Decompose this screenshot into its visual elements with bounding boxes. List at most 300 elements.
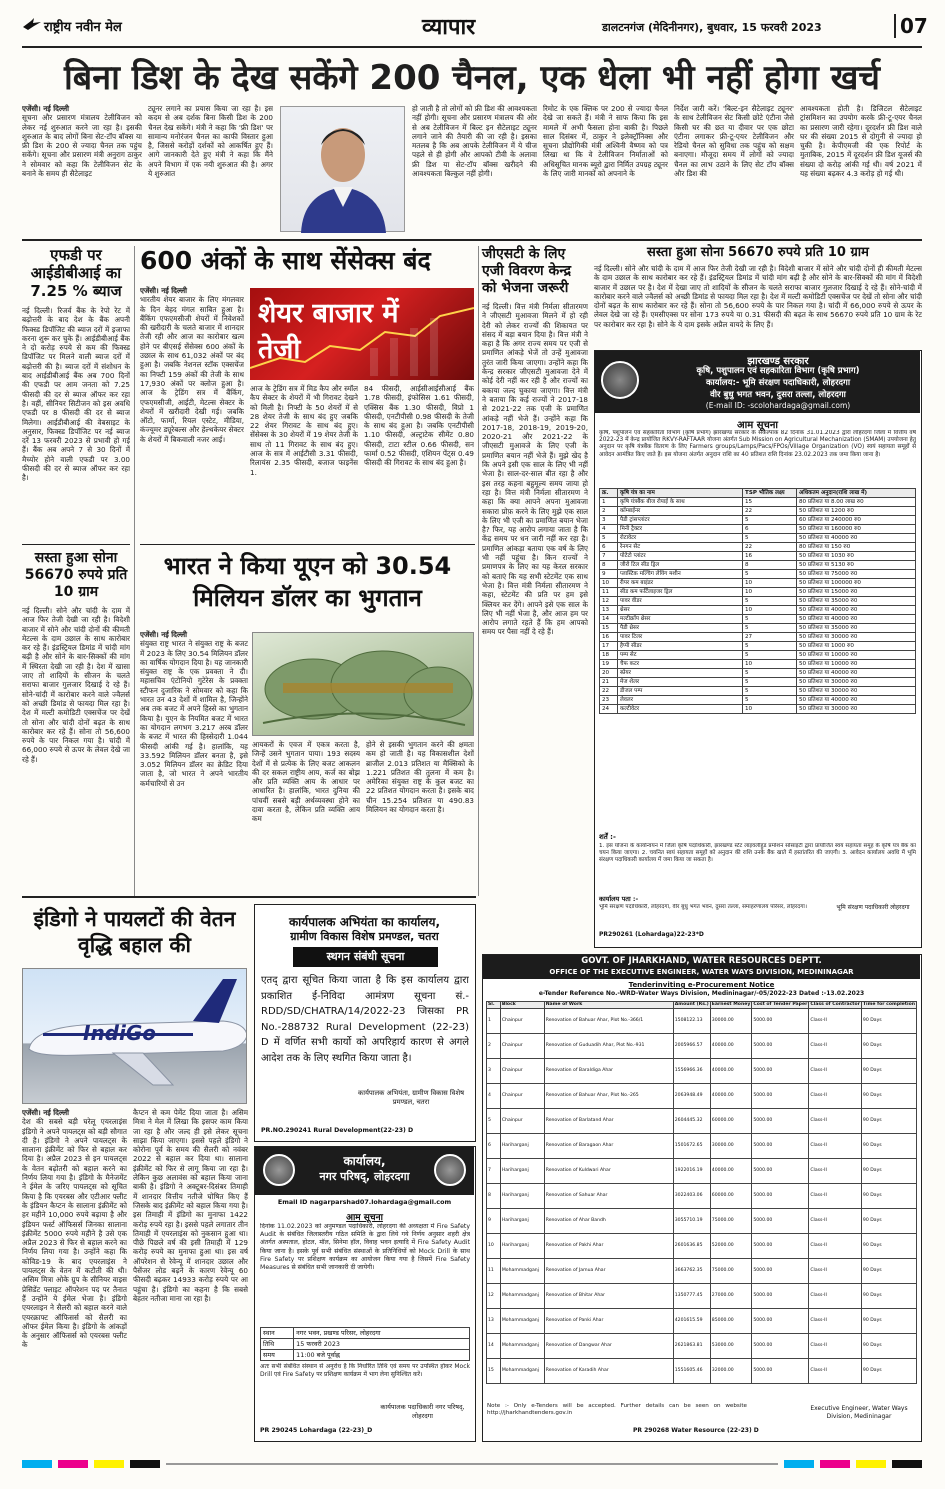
lohardaga-schedule-cell: स्थान bbox=[261, 1328, 294, 1339]
agri-table-cell: 2 bbox=[600, 507, 618, 516]
center-column-divider bbox=[478, 246, 479, 896]
agri-table-row bbox=[600, 615, 916, 624]
agri-table-cell: 9 bbox=[600, 570, 618, 579]
agri-table-cell: 18 bbox=[600, 651, 618, 660]
agri-table-cell: 23 bbox=[600, 696, 618, 705]
chatra-notice-ad bbox=[254, 904, 476, 1142]
agri-table-cell: 5 bbox=[743, 597, 797, 606]
water-table-cell: 90 Days bbox=[861, 1284, 916, 1309]
agri-table-cell: 1 bbox=[600, 498, 618, 507]
indigo-livery-text: IndiGo bbox=[83, 1021, 157, 1045]
sensex-banner-text: शेयर बाजार में तेजी bbox=[258, 298, 399, 365]
agri-table-row bbox=[600, 633, 916, 642]
agri-table-cell: 10 bbox=[743, 588, 797, 597]
agri-table-cell: पैडी ट्रांसप्लांटर bbox=[618, 516, 743, 525]
agri-table-row bbox=[600, 669, 916, 678]
agri-table-cell: 5 bbox=[600, 534, 618, 543]
agri-table-cell: कल्टीवेटर bbox=[618, 705, 743, 714]
lead-text-4: रिमोट के एक क्लिक पर 200 से ज्यादा चैनल देखे जा सकते हैं। मंत्री ने साफ किया कि इस मामले में अभी फैसला होना बाकी है। पिछले साल दिसंबर में, ठाकुर ने इलेक्ट्रॉनिक्स और सूचना प्रौद्योगिकी मंत्री अश्विनी वैष्णव को पत्र लिखा था कि वे टेलीविजन निर्माताओं को अधिसूचित मानक ब्यूरो द्वारा निर्मित उपग्रह ट्यूनर के लिए जारी मानकों को अपनाने के bbox=[543, 104, 668, 179]
agri-table-cell: 50 प्रतिशत या 1000 रु0 bbox=[797, 642, 916, 651]
lohardaga-email: Email ID nagarparshad07.lohardaga@gmail.com bbox=[277, 1198, 452, 1206]
water-table-cell: 90 Days bbox=[861, 1334, 916, 1359]
agri-table-cell: 12 bbox=[600, 597, 618, 606]
agri-table-cell: पावर टिलर bbox=[618, 633, 743, 642]
lead-text-2: ट्यूनर लगाने का प्रयास किया जा रहा है। इस कदम से अब दर्शक बिना किसी डिश के 200 चैनल देख सकेंगे। मंत्री ने कहा कि 'फ्री डिश' पर सामान्य मनोरंजन चैनल का काफी विस्तार हुआ है, जिससे करोड़ों दर्शकों को आकर्षित हुए हैं। आगे जानकारी देते हुए मंत्री ने कहा कि मैंने अपने विभाग में एक नयी शुरुआत की है। अगर ये शुरुआत bbox=[148, 104, 273, 179]
water-table-cell: 32000.00 bbox=[710, 1359, 752, 1384]
agri-table-cell: पावर वीडर bbox=[618, 597, 743, 606]
agri-table-cell: 50 प्रतिशत या 10000 रु0 bbox=[797, 660, 916, 669]
water-table-cell: Renovation of Baraldiga Ahar bbox=[544, 1059, 673, 1084]
water-table-cell: 60000.00 bbox=[710, 1184, 752, 1209]
indigo-dateline: एजेंसी। नई दिल्ली bbox=[22, 1108, 69, 1117]
agri-table-row bbox=[600, 534, 916, 543]
agri-notice-title: आम सूचना bbox=[737, 420, 778, 431]
water-table-cell: 5000.00 bbox=[752, 1109, 809, 1134]
agri-table-cell: 50 प्रतिशत या 30000 रु0 bbox=[797, 705, 916, 714]
water-table-row bbox=[487, 1284, 917, 1309]
agri-table-cell: 50 प्रतिशत या 160000 रु0 bbox=[797, 525, 916, 534]
water-table-cell: 6 bbox=[487, 1134, 501, 1159]
agri-table-cell: 8 bbox=[600, 561, 618, 570]
water-table-row bbox=[487, 1084, 917, 1109]
water-table-cell: 11 bbox=[487, 1259, 501, 1284]
fd-rule bbox=[22, 544, 130, 545]
lead-column-1 bbox=[22, 104, 142, 238]
agri-table-cell: 5 bbox=[743, 696, 797, 705]
water-table-cell: 90 Days bbox=[861, 1359, 916, 1384]
agri-office-label: कार्यालय पता :- bbox=[599, 895, 639, 903]
agri-table-cell: 10 bbox=[743, 606, 797, 615]
water-table-cell: Mohammadganj bbox=[500, 1359, 544, 1384]
agri-email: (E-mail ID: -scolohardaga@gmail.com) bbox=[705, 401, 851, 410]
water-table-cell: 30000.00 bbox=[710, 1009, 752, 1034]
sensex-column-1 bbox=[140, 286, 244, 536]
bird-logo-icon bbox=[22, 16, 42, 30]
water-table-cell: Renovation of Bhitar Ahar bbox=[544, 1284, 673, 1309]
agri-th-subsidy: अधिकतम अनुदान(राशि लाख में) bbox=[797, 489, 916, 498]
agri-table-cell: 50 प्रतिशत या 30000 रु0 bbox=[797, 633, 916, 642]
water-table-cell: 3663762.35 bbox=[673, 1259, 710, 1284]
agri-table-cell: 13 bbox=[600, 606, 618, 615]
water-table-cell: Hariharganj bbox=[500, 1209, 544, 1234]
agri-header-band bbox=[595, 351, 920, 413]
water-tender-ad bbox=[482, 954, 922, 1442]
water-table-cell: 5000.00 bbox=[752, 1209, 809, 1234]
agri-table-cell: पैडी थ्रेसर bbox=[618, 624, 743, 633]
water-table-cell: 1556966.36 bbox=[673, 1059, 710, 1084]
water-table-cell: 2005966.57 bbox=[673, 1034, 710, 1059]
water-table-cell: Class-II bbox=[809, 1009, 862, 1034]
water-table-cell: Renovation of Guduadih Ahar, Plot No.-931 bbox=[544, 1034, 673, 1059]
agri-table-cell: 5 bbox=[743, 669, 797, 678]
water-table-wrap bbox=[486, 1001, 917, 1384]
agri-th-name: कृषि यंत्र का नाम bbox=[618, 489, 743, 498]
agri-govt-title: झारखण्ड सरकार bbox=[747, 356, 809, 367]
lohardaga-schedule-cell: 15 फरवरी 2023 bbox=[294, 1339, 470, 1350]
sensex-text-1: भारतीय शेयर बाजार के लिए मंगलवार के दिन बेहद मंगल साबित हुआ है। बैंकिंग एफएमसीजी शेयरों में निवेशकों की खरीदारी के चलते बाजार में शानदार तेजी रही और आज का कारोबार खत्म होने पर बीएसई सेंसेक्स 600 अंकों के उछाल के साथ 61,032 अंकों पर बंद हुआ है। जबकि नेशनल स्टॉक एक्सचेंज का निफ्टी 159 अंकों की तेजी के साथ 17,930 अंकों पर क्लोज हुआ है। आज के ट्रेडिंग सत्र में बैंकिंग, एफएमसीजी, आईटी, मेटल्स सेक्टर के शेयरों में खरीदारी देखी गई। जबकि ऑटो, फार्मा, रियल एस्टेट, मीडिया, कंज्यूमर ड्यूरेबल्स और हेल्थकेयर सेक्टर के शेयरों में बिकवाली नजर आई। bbox=[140, 295, 244, 444]
lohardaga-schedule-cell: समय bbox=[261, 1350, 294, 1361]
water-table-row bbox=[487, 1109, 917, 1134]
water-table-cell: 3055710.19 bbox=[673, 1209, 710, 1234]
agri-table-cell: 16 bbox=[743, 552, 797, 561]
agri-table-cell: 50 प्रतिशत या 40000 रु0 bbox=[797, 534, 916, 543]
water-table-cell: 5000.00 bbox=[752, 1284, 809, 1309]
agri-table-cell: 21 bbox=[600, 678, 618, 687]
agri-table-cell: मिनी ट्रैक्टर bbox=[618, 525, 743, 534]
water-table-cell: 40000.00 bbox=[710, 1059, 752, 1084]
agri-table-cell: 50 प्रतिशत या 1030 रु0 bbox=[797, 552, 916, 561]
water-table-cell: 52000.00 bbox=[710, 1234, 752, 1259]
agri-table-cell: 50 प्रतिशत या 35000 रु0 bbox=[797, 624, 916, 633]
agri-table-cell: 5 bbox=[743, 516, 797, 525]
water-th-emd: Earnest Money bbox=[711, 1002, 751, 1007]
lohardaga-left-emblem-icon bbox=[263, 1154, 295, 1186]
agri-table-cell: जीरो टिल सीड ड्रिल bbox=[618, 561, 743, 570]
agri-table-cell: 5 bbox=[743, 651, 797, 660]
agri-table-cell: कॉम्बाईनर bbox=[618, 507, 743, 516]
water-table-cell: 1350777.45 bbox=[673, 1284, 710, 1309]
agri-table-row bbox=[600, 705, 916, 714]
water-table-cell: 5000.00 bbox=[752, 1009, 809, 1034]
agri-table-wrap bbox=[599, 488, 916, 714]
water-table-cell: 90 Days bbox=[861, 1234, 916, 1259]
agri-table-cell: 8 bbox=[743, 561, 797, 570]
water-table-cell: Class-II bbox=[809, 1259, 862, 1284]
water-table-cell: 5 bbox=[487, 1109, 501, 1134]
agri-table-cell: 10 bbox=[743, 660, 797, 669]
water-table-cell: 5000.00 bbox=[752, 1359, 809, 1384]
agri-table-cell: 50 प्रतिशत या 30000 रु0 bbox=[797, 687, 916, 696]
lohardaga-schedule-cell: 11:00 बजे पूर्वाह्न bbox=[294, 1350, 470, 1361]
agri-pr-code: PR290261 (Lohardaga)22-23*D bbox=[599, 931, 704, 938]
water-table-cell: 90 Days bbox=[861, 1259, 916, 1284]
water-table-cell: Renovation of Sahuar Ahar bbox=[544, 1184, 673, 1209]
water-table-cell: 90 Days bbox=[861, 1109, 916, 1134]
lead-dateline: एजेंसी। नई दिल्ली bbox=[22, 104, 69, 113]
water-table-cell: Class-II bbox=[809, 1334, 862, 1359]
water-table-cell: Renovation of Jamua Ahar bbox=[544, 1259, 673, 1284]
water-table-cell: 8 bbox=[487, 1184, 501, 1209]
water-table-cell: Mohammadganj bbox=[500, 1309, 544, 1334]
un-column-1 bbox=[140, 630, 248, 892]
agri-office-address: भूमि संरक्षण पदाधिकारी, लोहरदगा, वीर बुधु भगत भवन, दुसरा तल्ला, समाहरणालय परिसर, लोहरदगा। bbox=[599, 904, 807, 910]
water-table-cell: 27000.00 bbox=[710, 1284, 752, 1309]
agri-table-cell: 15 bbox=[600, 624, 618, 633]
water-table-cell: 40000.00 bbox=[710, 1084, 752, 1109]
water-table-cell: Class-II bbox=[809, 1359, 862, 1384]
water-table bbox=[486, 1001, 917, 1384]
water-table-cell: 85000.00 bbox=[710, 1309, 752, 1334]
agri-table-cell: 50 प्रतिशत या 100000 रु0 bbox=[797, 579, 916, 588]
agri-table-cell: 50 प्रतिशत या 30000 रु0 bbox=[797, 678, 916, 687]
lohardaga-schedule-cell: तिथि bbox=[261, 1339, 294, 1350]
jharkhand-emblem-icon bbox=[601, 361, 639, 399]
water-table-cell: Mohammadganj bbox=[500, 1334, 544, 1359]
agri-table-cell: 50 प्रतिशत या 40000 रु0 bbox=[797, 669, 916, 678]
water-table-cell: Hariharganj bbox=[500, 1159, 544, 1184]
water-table-cell: Class-II bbox=[809, 1284, 862, 1309]
agri-table-cell: 10 bbox=[743, 579, 797, 588]
agri-office: कार्यालय:- भूमि संरक्षण पदाधिकारी, लोहरदगा bbox=[705, 378, 851, 388]
agri-table-cell: 60 प्रतिशत या 240000 रु0 bbox=[797, 516, 916, 525]
sensex-text-3: 84 फीसदी, आईसीआईसीआई बैंक 1.78 फीसदी, इंफोसिस 1.61 फीसदी, एक्सिस बैंक 1.30 फीसदी, विप्रो 1 फीसदी, एनटीपीसी 0.98 फीसदी के तेजी के साथ बंद हुआ है। जबकि एनटीपीसी 1.10 फीसदी, अल्ट्राटेक सीमेंट 0.80 फीसदी, टाटा स्टील 0.66 फीसदी, सन फार्मा 0.52 फीसदी, एशियन पेंट्स 0.49 फीसदी की गिरावट के साथ बंद हुआ है। bbox=[364, 384, 474, 468]
water-table-cell: Class-II bbox=[809, 1309, 862, 1334]
water-table-cell: Renovation of Bahuar Ahar, Plot No.-366/1 bbox=[544, 1009, 673, 1034]
agri-table-cell: पोटेटो प्लांटर bbox=[618, 552, 743, 561]
water-govt-title: GOVT. OF JHARKHAND, WATER RESOURCES DEPTT. bbox=[581, 956, 822, 966]
water-table-cell: Class-II bbox=[809, 1034, 862, 1059]
agri-table-row bbox=[600, 678, 916, 687]
agri-table-cell: 50 प्रतिशत या 75000 रु0 bbox=[797, 570, 916, 579]
water-table-cell: 1501672.65 bbox=[673, 1134, 710, 1159]
water-table-cell: 2063948.49 bbox=[673, 1084, 710, 1109]
water-table-cell: 1 bbox=[487, 1009, 501, 1034]
water-table-cell: 1551605.46 bbox=[673, 1359, 710, 1384]
agri-table-cell: 50 प्रतिशत या 40000 रु0 bbox=[797, 696, 916, 705]
lohardaga-pr-code: PR 290245 Lohardaga (22-23)_D bbox=[260, 1427, 373, 1434]
agri-table-cell: 5 bbox=[743, 642, 797, 651]
water-table-cell: 13 bbox=[487, 1309, 501, 1334]
water-notice-title: Tenderinviting e-Procurement Notice bbox=[628, 981, 775, 989]
water-table-cell: Class-II bbox=[809, 1134, 862, 1159]
water-table-cell: Renovation of Barlatand Ahar bbox=[544, 1109, 673, 1134]
agri-table-cell: पम्प सेट bbox=[618, 651, 743, 660]
agri-table-row bbox=[600, 507, 916, 516]
water-header-band bbox=[483, 955, 920, 979]
water-table-cell: Renovation of Panki Ahar bbox=[544, 1309, 673, 1334]
water-table-cell: Renovation of Karadih Ahar bbox=[544, 1359, 673, 1384]
water-table-row bbox=[487, 1359, 917, 1384]
agri-signature: भूमि संरक्षण पदाधिकारी लोहरदगा bbox=[836, 904, 910, 911]
water-table-row bbox=[487, 1184, 917, 1209]
middle-section-rule bbox=[22, 896, 476, 898]
agri-table-row bbox=[600, 570, 916, 579]
agri-table-row bbox=[600, 642, 916, 651]
water-office: OFFICE OF THE EXECUTIVE ENGINEER, WATER WAYS DIVISION, MEDININAGAR bbox=[549, 968, 854, 976]
water-th-work: Name of Work bbox=[544, 1002, 673, 1009]
chatra-notice-body: एतद् द्वारा सूचित किया जाता है कि इस कार्यालय द्वारा प्रकाशित ई-निविदा आमंत्रण सूचना सं.-RDD/SD/CHATRA/14/2022-23 जिसका PR No.-288732 Rural Development (22-23) D में वर्णित सभी कार्यो को अपरिहार्य कारण से अगले आदेश तक के लिए स्थगित किया जाता है। bbox=[261, 975, 469, 1064]
agri-table-cell: हैप्पी सीडर bbox=[618, 642, 743, 651]
indigo-headline: इंडिगो ने पायलटों की वेतन वृद्धि बहाल की bbox=[33, 907, 236, 957]
section-title: व्यापार bbox=[422, 15, 476, 40]
agri-table-cell: सीड कम फर्टिलाइजर ड्रिल bbox=[618, 588, 743, 597]
water-table-row bbox=[487, 1009, 917, 1034]
un-text-3: होने से इसकी भुगतान करने की क्षमता कम हो जाती है। यह विकासशील देशों ब्राजील 2.013 प्रतिशत या मैक्सिको के 1.221 प्रतिशत की तुलना में कम है। अमेरिका संयुक्त राष्ट्र के कुल बजट का 22 प्रतिशत योगदान करता है। इसके बाद चीन 15.254 प्रतिशत या 490.83 मिलियन का योगदान करता है। bbox=[366, 740, 474, 815]
indigo-column-1 bbox=[22, 1108, 127, 1442]
water-table-cell: 90 Days bbox=[861, 1034, 916, 1059]
minister-photo bbox=[280, 106, 405, 232]
agri-table-cell: 50 प्रतिशत या 1200 रु0 bbox=[797, 507, 916, 516]
water-table-cell: 90 Days bbox=[861, 1059, 916, 1084]
lohardaga-schedule-row bbox=[261, 1339, 470, 1350]
lohardaga-notice-ad bbox=[254, 1146, 476, 1442]
lohardaga-schedule-row bbox=[261, 1328, 470, 1339]
sensex-text-2: आज के ट्रेडिंग सत्र में मिड कैप और स्मॉल कैप सेक्टर के शेयरों में भी गिरावट देखने को मिली है। निफ्टी के 50 शेयरों में से 28 शेयर तेजी के साथ बंद हुए जबकि 22 शेयर गिरावट के साथ बंद हुए। सेंसेक्स के 30 शेयरों में 19 शेयर तेजी के साथ तो 11 गिरावट के साथ बंद हुए। आज के सत्र में आईटीसी 3.31 फीसदी, रिलायंस 2.35 फीसदी, बजाज फाइनेंस 1. bbox=[250, 384, 358, 477]
water-table-cell: 90 Days bbox=[861, 1209, 916, 1234]
water-table-cell: Class-II bbox=[809, 1109, 862, 1134]
gold-right-text: नई दिल्ली। सोने और चांदी के दाम में आज फिर तेजी देखी जा रही है। विदेशी बाजार में सोने और चांदी दोनों ही कीमती मेटल्स के दाम उछाल के साथ कारोबार कर रहे हैं। इंडस्ट्रियल डिमांड में चांदी मांग बढ़ी है और सोने के बार-सिक्कों की मांग में विदेशी बाजार में उछाल पर है। देश में देखा जाए तो शादियों के सीजन के चलते सराफा बाजार गुलजार दिखाई दे रहे हैं। सोने-चांदी में कारोबार करने वाले ज्वैलर्स को अच्छी डिमांड से फायदा मिल रहा है। देश में मल्टी कमोडिटी एक्सचेंज पर देखें तो सोना और चांदी दोनों बढ़त के साथ कारोबार कर रहे हैं। सोना तो 56,600 रुपये के पार निकल गया है। चांदी में 66,000 रुपये से ऊपर के लेवल देखे जा रहे हैं। एमसीएक्स पर सोना 173 रुपये या 0.31 फीसदी की बढ़त के साथ 56670 रुपये प्रति 10 ग्राम के रेट पर कारोबार कर रहा है। सोने के ये दाम इसके अप्रैल वायदे के लिए हैं। bbox=[594, 264, 922, 329]
water-table-cell: Class-II bbox=[809, 1209, 862, 1234]
gold-left-headline: सस्ता हुआ सोना 56670 रुपये प्रति 10 ग्राम bbox=[24, 550, 128, 600]
gold-right-headline: सस्ता हुआ सोना 56670 रुपये प्रति 10 ग्राम bbox=[647, 245, 869, 260]
water-th-time: Time for completion bbox=[862, 1002, 915, 1007]
agri-table bbox=[599, 488, 916, 714]
water-th-amount: Amount (Rs.) bbox=[674, 1002, 709, 1007]
agri-table-cell: चैफ कटर bbox=[618, 660, 743, 669]
agri-table-row bbox=[600, 498, 916, 507]
agri-table-row bbox=[600, 579, 916, 588]
agri-table-cell: डीजल पम्प bbox=[618, 687, 743, 696]
page-number: 07 bbox=[894, 14, 928, 38]
agri-table-cell: 50 प्रतिशत या 5130 रु0 bbox=[797, 561, 916, 570]
water-table-cell: Chainpur bbox=[500, 1009, 544, 1034]
lohardaga-notice-title: आम सूचना bbox=[346, 1213, 383, 1223]
agri-table-cell: 22 bbox=[743, 543, 797, 552]
agri-table-cell: 11 bbox=[600, 588, 618, 597]
water-table-cell: 12 bbox=[487, 1284, 501, 1309]
un-text-1: संयुक्त राष्ट्र भारत ने संयुक्त राष्ट्र के बजट में 2023 के लिए 30.54 मिलियन डॉलर का वार्षिक योगदान दिया है। यह जानकारी संयुक्त राष्ट्र के एक प्रवक्ता ने दी। महासचिव एंटोनियो गुटेरेस के प्रवक्ता स्टीफन दुजारिक ने सोमवार को कहा कि भारत उन 43 देशों में शामिल है, जिन्होंने अब तक बजट में अपने हिस्से का भुगतान किया है। यूएन के नियमित बजट में भारत का योगदान लगभग 3.217 अरब डॉलर के बजट में भारत की हिस्सेदारी 1.044 फीसदी आंकी गई है। हालांकि, यह 33.592 मिलियन डॉलर बनता है, इसे 3.052 मिलियन डॉलर का क्रेडिट दिया जाता है, जो भारत ने अपने भारतीय कर्मचारियों से उन bbox=[140, 639, 248, 788]
agri-table-cell: लेवलर bbox=[618, 696, 743, 705]
agri-table-cell: 7 bbox=[600, 552, 618, 561]
water-table-row bbox=[487, 1259, 917, 1284]
water-table-cell: 5000.00 bbox=[752, 1184, 809, 1209]
agri-table-cell: 5 bbox=[743, 678, 797, 687]
agri-conditions: 1. इस योजना के कार्यान्वयन में जिला कृषि पदाधिकारी, झारखण्ड स्टेट लाइवलीहुड प्रमोशन सोसाइटी द्वारा प्रायोजित स्वयं सहायता समूह के कृषि यंत्र बैंक का चयन किया जाएगा। 2. चयनित स्वयं सहायता समूहों को अनुदान की राशि उनके बैंक खाते में हस्तांतरित की जाएगी। 3. आवेदन कार्यालय अवधि में भूमि संरक्षण पदाधिकारी कार्यालय में जमा किया जा सकता है। bbox=[599, 843, 916, 863]
agri-table-row bbox=[600, 696, 916, 705]
water-table-cell: 90 Days bbox=[861, 1159, 916, 1184]
indigo-text-2: कैप्टन से कम पेमेंट दिया जाता है। असिम मित्रा ने मेल में लिखा कि इसपर काम किया जा रहा है और जल्द ही इसे लेकर सूचना साझा किया जाएगा। इससे पहले इंडिगो ने कोरोना पूर्व के समय की सैलरी को नवंबर 2022 से बहाल कर दिया था। सालाना इंक्रीमेंट को फिर से लागू किया जा रहा है। लेकिन कुछ अलावंस को बहाल किया जाना बाकी है। इंडिगो ने अक्टूबर-दिसंबर तिमाही में शानदार वित्तीय नतीजे घोषित किए हैं जिसके बाद इंक्रीमेंट को बहाल किया गया है। इस तिमाही में इंडिगो का मुनाफा 1422 करोड़ रुपये रहा है। इससे पहले लगातार तीन तिमाही में एयरलाइंस को नुकसान हुआ था। पीछे पिछले वर्ष की इसी तिमाही में 129 करोड़ रुपये का मुनाफा हुआ था। इस वर्ष ऑपरेशन से रेवेन्यू में शानदार उछाल और पैसेंजर लोड बढ़ने के कारण रेवेन्यू 60 फीसदी बढ़कर 14933 करोड़ रुपये पर आ पहुंचा है। इंडिगो का कहना है कि सबसे बेहतर नतीजा माना जा रहा है। bbox=[133, 1108, 248, 1303]
lohardaga-signature: कार्यपालक पदाधिकारी नगर परिषद्, लोहरदगा bbox=[380, 1403, 465, 1420]
agri-table-row bbox=[600, 588, 916, 597]
left-column-divider bbox=[134, 246, 135, 896]
water-table-cell: Renovation of Baragaon Ahar bbox=[544, 1134, 673, 1159]
water-table-cell: Chainpur bbox=[500, 1059, 544, 1084]
agri-table-cell: 10 bbox=[743, 705, 797, 714]
water-table-cell: 14 bbox=[487, 1334, 501, 1359]
agri-th-no: क्र. bbox=[600, 489, 618, 498]
indigo-plane-photo bbox=[22, 968, 247, 1104]
agri-table-cell: 22 bbox=[600, 687, 618, 696]
water-table-cell: Mohammadganj bbox=[500, 1284, 544, 1309]
lead-text-6: आवश्यकता होती है। डिजिटल सैटेलाइट ट्रांसमिशन का उपयोग करके फ्री-टू-एयर चैनल का प्रसारण जारी रहेगा। दूरदर्शन फ्री डिश वाले घर की संख्या 2015 से दोगुनी से ज्यादा हो चुकी है। केपीएमजी की एक रिपोर्ट के मुताबिक, 2015 में दूरदर्शन फ्री डिश यूजर्स की संख्या दो करोड़ आंकी गई थी। वर्ष 2021 में यह संख्या बढ़कर 4.3 करोड़ हो गई थी। bbox=[800, 104, 922, 179]
lead-text-5: निर्देश जारी करें। 'बिल्ट-इन सैटेलाइट ट्यूनर' के साथ टेलीविजन सेट किसी छोटे एंटीना जैसे किसी घर की छत या दीवार पर एक छोटा एंटीना लगाकर फ्री-टू-एयर टेलीविजन और रेडियो चैनल को सुविधा तक पहुंच को सक्षम बनाएगा। मौजूदा समय में लोगों को ज्यादा चैनल का लाभ उठाने के लिए सेट टॉप बॉक्स और डिश की bbox=[674, 104, 794, 179]
water-table-cell: 5000.00 bbox=[752, 1234, 809, 1259]
water-table-cell: Renovation of Kuldwari Ahar bbox=[544, 1159, 673, 1184]
sensex-dateline: एजेंसी। नई दिल्ली bbox=[140, 286, 187, 295]
agri-table-row bbox=[600, 597, 916, 606]
agri-dept: कृषि, पशुपालन एवं सहकारिता विभाग (कृषि प्रभाग) bbox=[696, 366, 860, 376]
lead-bottom-rule bbox=[22, 239, 922, 241]
water-table-cell: 5000.00 bbox=[752, 1034, 809, 1059]
water-table-cell: 40000.00 bbox=[710, 1159, 752, 1184]
lohardaga-schedule-cell: नगर भवन, प्रखण्ड परिसर, लोहरदगा bbox=[294, 1328, 470, 1339]
water-table-cell: 60000.00 bbox=[710, 1109, 752, 1134]
agri-table-cell: 80 प्रतिशत या 150 रु0 bbox=[797, 543, 916, 552]
agri-table-cell: 10 bbox=[600, 579, 618, 588]
water-table-cell: Renovation of Bahuar Ahar, Plot No.-265 bbox=[544, 1084, 673, 1109]
agri-table-cell: 6 bbox=[743, 525, 797, 534]
water-table-cell: Class-II bbox=[809, 1084, 862, 1109]
lead-headline: बिना डिश के देख सकेंगे 200 चैनल, एक धेला भी नहीं होगा खर्च bbox=[64, 58, 880, 98]
un-text-2: आयकरों के एवज में एकत्र करता है, जिन्हें उसने भुगतान पाया। 193 सदस्य देशों में से प्रत्येक के लिए बजट आकलन की दर सकल राष्ट्रीय आय, कर्ज का बोझ और प्रति व्यक्ति आय के आधार पर आधारित है। हालांकि, भारत दुनिया की पांचवीं सबसे बड़ी अर्थव्यवस्था होने का दावा करता है, लेकिन प्रति व्यक्ति आय कम bbox=[252, 740, 360, 824]
water-table-cell: 90 Days bbox=[861, 1184, 916, 1209]
chatra-office-title: कार्यपालक अभियंता का कार्यालय, bbox=[288, 915, 441, 929]
agri-table-row bbox=[600, 624, 916, 633]
agri-conditions-title: शर्तें :- bbox=[599, 833, 616, 841]
water-table-cell: 3022403.06 bbox=[673, 1184, 710, 1209]
water-table-cell: 1922016.19 bbox=[673, 1159, 710, 1184]
water-th-block: Block bbox=[500, 1002, 544, 1009]
water-table-cell: 1508122.13 bbox=[673, 1009, 710, 1034]
lohardaga-right-emblem-icon bbox=[434, 1154, 466, 1186]
agri-table-cell: 15 bbox=[743, 498, 797, 507]
water-table-cell: 90 Days bbox=[861, 1009, 916, 1034]
sensex-banner bbox=[250, 288, 474, 380]
lohardaga-notice-body: दिनांक 11.02.2023 को अनुमण्डल पदाधिकारी, लोहरदगा की अध्यक्षता में Fire Safety Audit के संबंधित जिलास्तरीय गठित समिति के द्वारा लिये गये निर्णय अनुसार शहरी क्षेत्र अंतर्गत अस्पताल, होटल, मॉल, सिनेमा हॉल, विवाह भवन इत्यादि में Fire Safety Audit किया जाना है। इसके पूर्व सभी संबंधित संस्थाओं के प्रतिनिधियों को Mock Drill के साथ Fire Safety पर प्रशिक्षण कार्यक्रम का आयोजन किया गया है जिसमें Fire Safety Measures से संबंधित सभी जानकारी दी जायेगी। bbox=[260, 1223, 470, 1272]
agri-table-row bbox=[600, 543, 916, 552]
water-table-cell: 4 bbox=[487, 1084, 501, 1109]
agri-th-target: TSP भौतिक लक्ष्य bbox=[743, 489, 797, 498]
lohardaga-footer-text: अतः सभी संबंधित संस्थान से अनुरोध है कि निर्धारित तिथि एवं समय पर उपस्थित होकर Mock Drill एवं Fire Safety पर प्रशिक्षण कार्यक्रम में भाग लेना सुनिश्चित करें। bbox=[260, 1363, 470, 1378]
agri-table-row bbox=[600, 525, 916, 534]
agri-table-row bbox=[600, 651, 916, 660]
agri-table-cell: रोटावेटर bbox=[618, 534, 743, 543]
water-table-cell: Class-II bbox=[809, 1159, 862, 1184]
agri-table-cell: रीपर कम बाइंडर bbox=[618, 579, 743, 588]
agri-table-cell: मेज शेलर bbox=[618, 678, 743, 687]
chatra-pr-code: PR.NO.290241 Rural Development(22-23) D bbox=[261, 1127, 414, 1134]
agri-table-cell: प्लास्टिक मल्चिंग लेयिंग मशीन bbox=[618, 570, 743, 579]
water-table-cell: Chainpur bbox=[500, 1084, 544, 1109]
sensex-rule bbox=[140, 544, 475, 545]
agri-table-cell: 5 bbox=[743, 570, 797, 579]
water-table-cell: Hariharganj bbox=[500, 1184, 544, 1209]
agri-table-row bbox=[600, 516, 916, 525]
fd-text: नई दिल्ली। रिजर्व बैंक के रेपो रेट में बढ़ोत्तरी के बाद देश के बैंक अपनी फिक्स्ड डिपॉजिट की ब्याज दरों में इजाफा करना शुरू कर चुके हैं। आईडीबीआई बैंक ने दो करोड़ रुपये से कम की फिक्स्ड डिपॉजिट पर मिलने वाली ब्याज दरों में बढ़ोत्तरी की है। ब्याज दरों में संशोधन के बाद आईडीबीआई बैंक अब 700 दिनों की एफडी पर आम जनता को 7.25 फीसदी की दर से ब्याज ऑफर कर रहा है। वहीं, सीनियर सिटीजन को इस अवधि एफडी पर 8 फीसदी की दर से ब्याज मिलेगा। आईडीबीआई की वेबसाइट के अनुसार, फिक्स्ड डिपॉजिट पर नई ब्याज दरें 13 फरवरी 2023 से प्रभावी हो गई हैं। बैंक अब अपने 7 से 30 दिनों में मैच्योर होने वाली एफडी पर 3.00 फीसदी की दर से ब्याज ऑफर कर रहा है। bbox=[22, 306, 130, 483]
agri-table-cell: 80 प्रतिशत या 8.00 लाख रु0 bbox=[797, 498, 916, 507]
water-table-cell: 5000.00 bbox=[752, 1134, 809, 1159]
water-table-cell: Mohammadganj bbox=[500, 1259, 544, 1284]
water-table-cell: 5000.00 bbox=[752, 1259, 809, 1284]
water-table-cell: 2 bbox=[487, 1034, 501, 1059]
lohardaga-sub: नगर परिषद्, लोहरदगा bbox=[319, 1170, 410, 1183]
lead-text-3: हो जाती है तो लोगों को फ्री डिश की आवश्यकता नहीं होगी। सूचना और प्रसारण मंत्रालय की ओर से अब टेलीविजन में बिल्ट इन सैटेलाइट ट्यूनर लगाने जाने की तैयारी की जा रही है। इसका मतलब है कि अब आपके टेलीविजन में ये चीज पहले से ही होगी और आपको टीवी के अलावा फ्री डिश या सेट-टॉप बॉक्स खरीदने की आवश्यकता बिल्कुल नहीं होगी। bbox=[412, 104, 537, 179]
agri-table-cell: 50 प्रतिशत या 40000 रु0 bbox=[797, 615, 916, 624]
agri-table-cell: थ्रेसर bbox=[618, 606, 743, 615]
water-table-cell: 2601636.85 bbox=[673, 1234, 710, 1259]
agri-table-cell: 5 bbox=[743, 624, 797, 633]
water-table-cell: Hariharganj bbox=[500, 1234, 544, 1259]
lohardaga-schedule bbox=[260, 1327, 470, 1361]
agri-table-cell: मल्टीक्रॉप थ्रेसर bbox=[618, 615, 743, 624]
water-signature: Executive Engineer, Water Ways Division, Medininagar bbox=[810, 1405, 908, 1420]
water-th-sl: Sl. bbox=[487, 1002, 501, 1009]
agri-table-cell: 50 प्रतिशत या 15000 रु0 bbox=[797, 588, 916, 597]
agri-table-cell: 17 bbox=[600, 642, 618, 651]
water-table-cell: 90 Days bbox=[861, 1134, 916, 1159]
agri-table-cell: 50 प्रतिशत या 10000 रु0 bbox=[797, 651, 916, 660]
water-table-cell: Renovation of Pakhi Ahar bbox=[544, 1234, 673, 1259]
water-th-class: Class of Contractor bbox=[810, 1002, 860, 1007]
color-registration-bar bbox=[22, 1458, 922, 1470]
un-headline: भारत ने किया यूएन को 30.54 मिलियन डॉलर का भुगतान bbox=[163, 552, 452, 612]
agri-intro: कृषि, पशुपालन एवं सहकारिता विभाग (कृषि प्रभाग) झारखण्ड सरकार के संकल्पांक 82 दिनांक 31.01.2023 द्वारा लोहरदगा जिला में वित्तीय वर्ष 2022-23 में केन्द्र प्रायोजित RKVY-RAFTAAR योजना अंतर्गत Sub Mission on Agricultural Mechanization (SMAM) उपयोजना हेतु अनुदान पर कृषि यंत्रबैंक वितरण के लिए Farmers groups/Lamps/Pacs/FPOs/Village Organization (VO) स्वयं सहायता समूहों से आवेदन आमंत्रित किए जाते हैं। इस योजना अंतर्गत अनुदान राशि का 40 प्रतिशत राशि दिनांक 23.02.2023 तक जमा किया जाना है। bbox=[599, 430, 916, 458]
water-table-row bbox=[487, 1059, 917, 1084]
gold-left-text: नई दिल्ली। सोने और चांदी के दाम में आज फिर तेजी देखी जा रही है। विदेशी बाजार में सोने और चांदी दोनों की कीमती मेटल्स के दाम उछाल के साथ कारोबार कर रहे हैं। इंडस्ट्रियल डिमांड में चांदी मांग बढ़ी है और सोने के बार-सिक्कों की मांग में स्थिरता देखी जा रही है। देश में खासा जाए तो शादियों के सीजन के चलते सराफा बाजार गुलजार दिखाई दे रहे हैं। सोने-चांदी में कारोबार करने वाले ज्वैलर्स को अच्छी डिमांड से फायदा मिल रहा है। देश में मल्टी कमोडिटी एक्सचेंज पर देखें तो सोना और चांदी दोनों बढ़त के साथ कारोबार कर रहे हैं। सोना तो 56,600 रुपये के पार निकल गया है। चांदी में 66,000 रुपये से ऊपर के लेवल देखे जा रहे हैं। bbox=[22, 606, 130, 764]
water-table-row bbox=[487, 1309, 917, 1334]
lohardaga-schedule-table bbox=[260, 1327, 470, 1361]
agri-table-cell: 3 bbox=[600, 516, 618, 525]
